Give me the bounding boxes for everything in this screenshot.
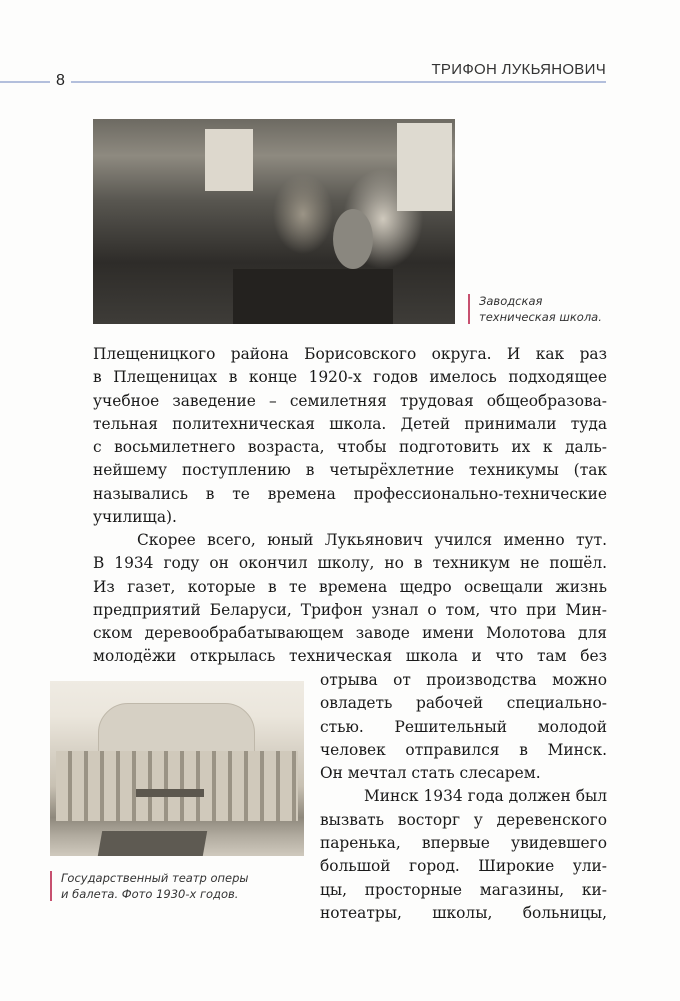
caption-factory-school: [468, 293, 629, 325]
caption-opera-theatre: [50, 870, 311, 902]
text-line: большой город. Широкие ули-: [320, 857, 607, 876]
text-line: училища).: [93, 508, 177, 527]
text-line: Он мечтал стать слесарем.: [320, 764, 541, 783]
photo-lathe: [233, 269, 393, 324]
photo-sign-right: [397, 123, 452, 211]
text-line: в Плещеницах в конце 1920-х годов имелось подходящее: [93, 368, 607, 387]
photo-sign-left: [205, 129, 253, 191]
text-line: с восьмилетнего возраста, чтобы подготовить их к даль-: [93, 438, 607, 457]
photo-lathe-wheel: [333, 209, 373, 269]
text-line: В 1934 году он окончил школу, но в техникум не пошёл.: [93, 554, 607, 573]
page-number: 8: [50, 70, 71, 92]
text-line: паренька, впервые увидевшего: [320, 834, 607, 853]
text-line: человек отправился в Минск.: [320, 740, 607, 759]
text-line: овладеть рабочей специально-: [320, 694, 607, 713]
caption-line: Заводская: [479, 294, 543, 308]
photo-opera-theatre: [50, 681, 304, 856]
text-line: нейшему поступлению в четырёхлетние техникумы (так: [93, 461, 607, 480]
text-line: вызвать восторг у деревенского: [320, 810, 607, 829]
text-line: молодёжи открылась техническая школа и что там без: [93, 647, 607, 666]
text-line: Из газет, которые в те времена щедро освещали жизнь: [93, 577, 607, 596]
text-line: цы, просторные магазины, ки-: [320, 880, 607, 899]
text-line: предприятий Беларуси, Трифон узнал о том, что при Мин-: [93, 600, 607, 619]
paragraph-1: [93, 343, 607, 529]
photo-factory-school: [93, 119, 455, 324]
text-line: ском деревообрабатывающем заводе имени Молотова для: [93, 624, 607, 643]
paragraph-2: [93, 529, 607, 669]
caption-line: и балета. Фото 1930-х годов.: [61, 887, 239, 901]
text-line: тельная политехническая школа. Детей принимали туда: [93, 414, 607, 433]
text-line: Минск 1934 года должен был: [364, 787, 607, 806]
text-line: учебное заведение – семилетняя трудовая общеобразова-: [93, 391, 607, 410]
photo-theatre-facade: [56, 751, 298, 821]
text-line: Плещеницкого района Борисовского округа. И как раз: [93, 345, 607, 363]
text-line: стью. Решительный молодой: [320, 717, 607, 736]
text-line: отрыва от производства можно: [320, 671, 607, 689]
photo-theatre-dome: [98, 703, 255, 755]
photo-lawn: [98, 831, 207, 856]
text-line: назывались в те времена профессионально-технические: [93, 484, 607, 503]
text-line: нотеатры, школы, больницы,: [320, 903, 607, 922]
paragraph-3: [320, 669, 607, 925]
caption-line: техническая школа.: [479, 310, 602, 324]
header-rule: [0, 81, 606, 83]
text-line: Скорее всего, юный Лукьянович учился именно тут.: [137, 531, 607, 549]
running-title: ТРИФОН ЛУКЬЯНОВИЧ: [431, 61, 606, 78]
caption-line: Государственный театр оперы: [61, 871, 249, 885]
photo-theatre-banner: [136, 789, 204, 797]
